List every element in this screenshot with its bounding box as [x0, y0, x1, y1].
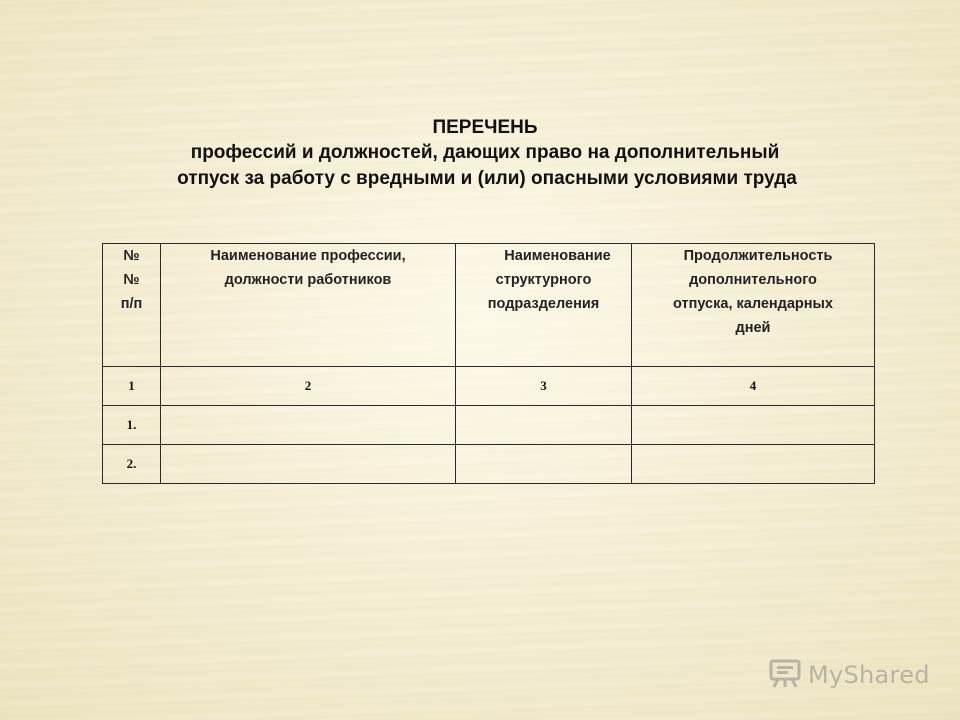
document-title [0, 116, 960, 192]
watermark-text: MyShared [808, 661, 930, 689]
column-number: 2 [161, 367, 456, 406]
profession-cell [161, 445, 456, 484]
column-number: 1 [103, 367, 161, 406]
table-row [103, 406, 875, 445]
row-index: 1. [103, 406, 161, 445]
department-cell [456, 445, 632, 484]
header-duration: Продолжительность дополнительного отпуска, календарных дней [632, 244, 875, 367]
profession-cell [161, 406, 456, 445]
table-header-row [103, 244, 875, 367]
professions-table [102, 243, 875, 484]
table-row [103, 445, 875, 484]
mysharded-watermark [768, 655, 930, 695]
title-line-1: ПЕРЕЧЕНЬ [432, 117, 538, 138]
presentation-board-icon [768, 657, 802, 694]
title-line-2: профессий и должностей, дающих право на дополнительный [190, 142, 780, 163]
department-cell [456, 406, 632, 445]
header-profession: Наименование профессии, должности работников [161, 244, 456, 367]
title-line-3: отпуск за работу с вредными и (или) опасными условиями труда [177, 168, 797, 189]
header-department: Наименование структурного подразделения [456, 244, 632, 367]
column-number-row [103, 367, 875, 406]
column-number: 3 [456, 367, 632, 406]
column-number: 4 [632, 367, 875, 406]
duration-cell [632, 445, 875, 484]
row-index: 2. [103, 445, 161, 484]
duration-cell [632, 406, 875, 445]
header-number: № № п/п [103, 244, 161, 367]
